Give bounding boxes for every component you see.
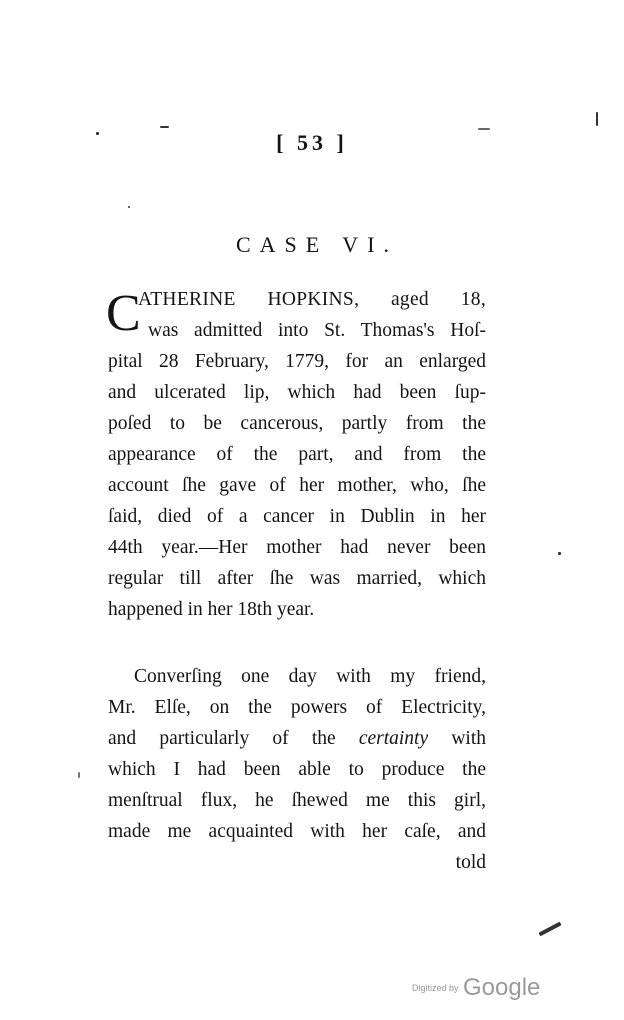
text-line: happened in her 18th year. — [108, 599, 315, 620]
text-span: and particularly of the — [108, 728, 359, 749]
catchword: told — [455, 852, 486, 873]
text-line: pital 28 February, 1779, for an enlarged — [108, 351, 486, 372]
google-logo: Google — [462, 974, 541, 1001]
text-line: made me acquainted with her caſe, and — [108, 821, 486, 842]
text-line: regular till after ſhe was married, which — [108, 568, 486, 589]
paragraph-2 — [108, 661, 486, 878]
text-line: ſaid, died of a cancer in Dublin in her — [108, 506, 486, 527]
text-line: poſed to be cancerous, partly from the — [108, 413, 486, 434]
text-line: 44th year.—Her mother had never been — [108, 537, 486, 558]
drop-cap: C — [106, 285, 141, 342]
text-line — [108, 723, 486, 754]
scan-speck — [160, 126, 169, 128]
scan-speck — [596, 112, 598, 126]
text-line: and ulcerated lip, which had been ſup- — [108, 382, 486, 403]
scan-speck — [96, 132, 99, 135]
scan-speck — [478, 128, 490, 130]
page-header: [ 53 ] — [276, 130, 348, 155]
case-title: CASE VI. — [235, 232, 399, 257]
text-line: was admitted into St. Thomas's Hoſ- — [148, 320, 486, 341]
text-line: which I had been able to produce the — [108, 759, 486, 780]
digitized-label: Digitized by — [412, 983, 459, 993]
scan-speck — [538, 922, 561, 937]
text-line: account ſhe gave of her mother, who, ſhe — [108, 475, 486, 496]
text-line: Converſing one day with my friend, — [134, 666, 486, 687]
text-line: ATHERINE HOPKINS, aged 18, — [138, 289, 486, 310]
italic-word: certainty — [358, 728, 429, 749]
paragraph-1 — [108, 284, 486, 625]
text-line: menſtrual flux, he ſhewed me this girl, — [108, 790, 486, 811]
digitized-by-google-watermark — [412, 974, 540, 1002]
text-line: appearance of the part, and from the — [108, 444, 486, 465]
scan-speck — [558, 552, 561, 555]
scan-speck — [128, 206, 130, 208]
scan-speck — [78, 772, 80, 778]
text-span: with — [428, 728, 486, 749]
text-line: Mr. Elſe, on the powers of Electricity, — [108, 697, 486, 718]
